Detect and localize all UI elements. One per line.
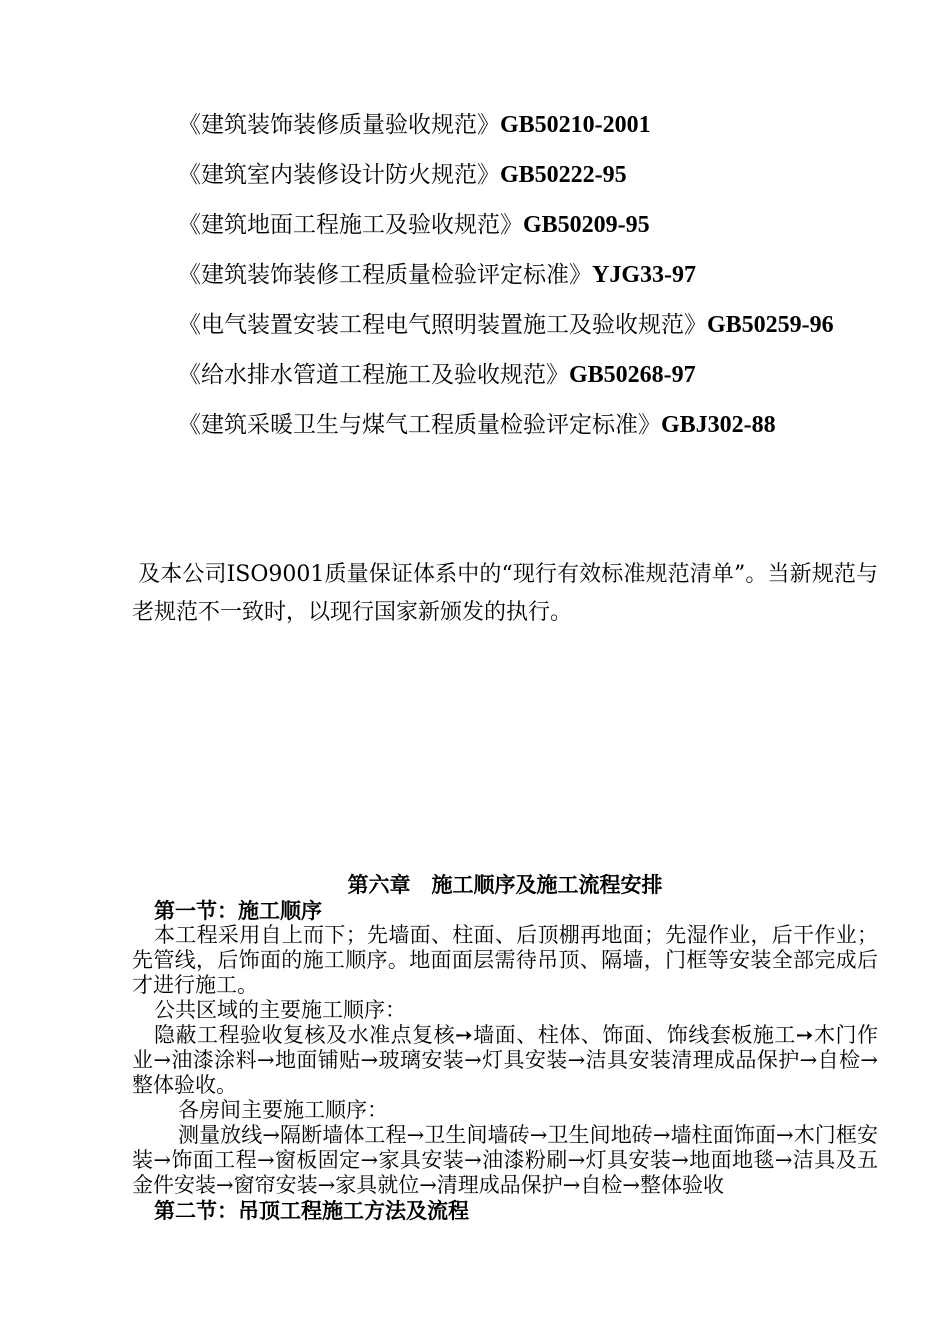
body-paragraph: 各房间主要施工顺序： <box>178 1098 388 1122</box>
body-paragraph: 隐蔽工程验收复核及水准点复核➙墙面、柱体、饰面、饰线套板施工➙木门作业→油漆涂料→地面铺贴→玻璃安装→灯具安装→洁具安装清理成品保护→自检→整体验收。 <box>132 1023 878 1097</box>
standard-title: 《建筑室内装修设计防火规范》 <box>178 162 500 188</box>
standard-item <box>178 308 918 358</box>
standard-code: GBJ302-88 <box>661 412 776 438</box>
standard-code: GB50210-2001 <box>500 112 651 138</box>
body-paragraph: 本工程采用自上而下；先墙面、柱面、后顶棚再地面；先湿作业，后干作业；先管线，后饰面的施工顺序。地面面层需待吊顶、隔墙，门框等安装全部完成后才进行施工。 <box>132 923 878 997</box>
standard-title: 《建筑采暖卫生与煤气工程质量检验评定标准》 <box>178 412 661 438</box>
chapter-body <box>132 898 878 1223</box>
standard-code: GB50209-95 <box>523 212 650 238</box>
section-heading: 第一节：施工顺序 <box>154 898 322 923</box>
standard-code: YJG33-97 <box>592 262 696 288</box>
standard-item <box>178 208 918 258</box>
body-paragraph: 测量放线→隔断墙体工程→卫生间墙砖→卫生间地砖→墙柱面饰面→木门框安装→饰面工程→窗板固定→家具安装→油漆粉刷→灯具安装→地面地毯→洁具及五金件安装→窗帘安装→家具就位→清理成品保护→自检→整体验收 <box>132 1123 878 1197</box>
standard-item <box>178 158 918 208</box>
standard-code: GB50268-97 <box>569 362 696 388</box>
standard-title: 《建筑装饰装修质量验收规范》 <box>178 112 500 138</box>
section-heading: 第二节：吊顶工程施工方法及流程 <box>154 1198 469 1223</box>
chapter-title: 第六章 施工顺序及施工流程安排 <box>347 872 663 897</box>
standard-item <box>178 258 918 308</box>
standard-item <box>178 108 918 158</box>
standard-code: GB50259-96 <box>707 312 834 338</box>
standard-title: 《建筑地面工程施工及验收规范》 <box>178 212 523 238</box>
standards-list <box>178 108 918 458</box>
note-text: 及本公司ISO9001质量保证体系中的“现行有效标准规范清单”。当新规范与老规范不一致时，以现行国家新颁发的执行。 <box>132 562 878 625</box>
note-paragraph <box>132 556 878 632</box>
standard-item <box>178 358 918 408</box>
standard-item <box>178 408 918 458</box>
standard-title: 《建筑装饰装修工程质量检验评定标准》 <box>178 262 592 288</box>
body-paragraph: 公共区域的主要施工顺序： <box>154 998 406 1022</box>
standard-code: GB50222-95 <box>500 162 627 188</box>
standard-title: 《电气装置安装工程电气照明装置施工及验收规范》 <box>178 312 707 338</box>
standard-title: 《给水排水管道工程施工及验收规范》 <box>178 362 569 388</box>
